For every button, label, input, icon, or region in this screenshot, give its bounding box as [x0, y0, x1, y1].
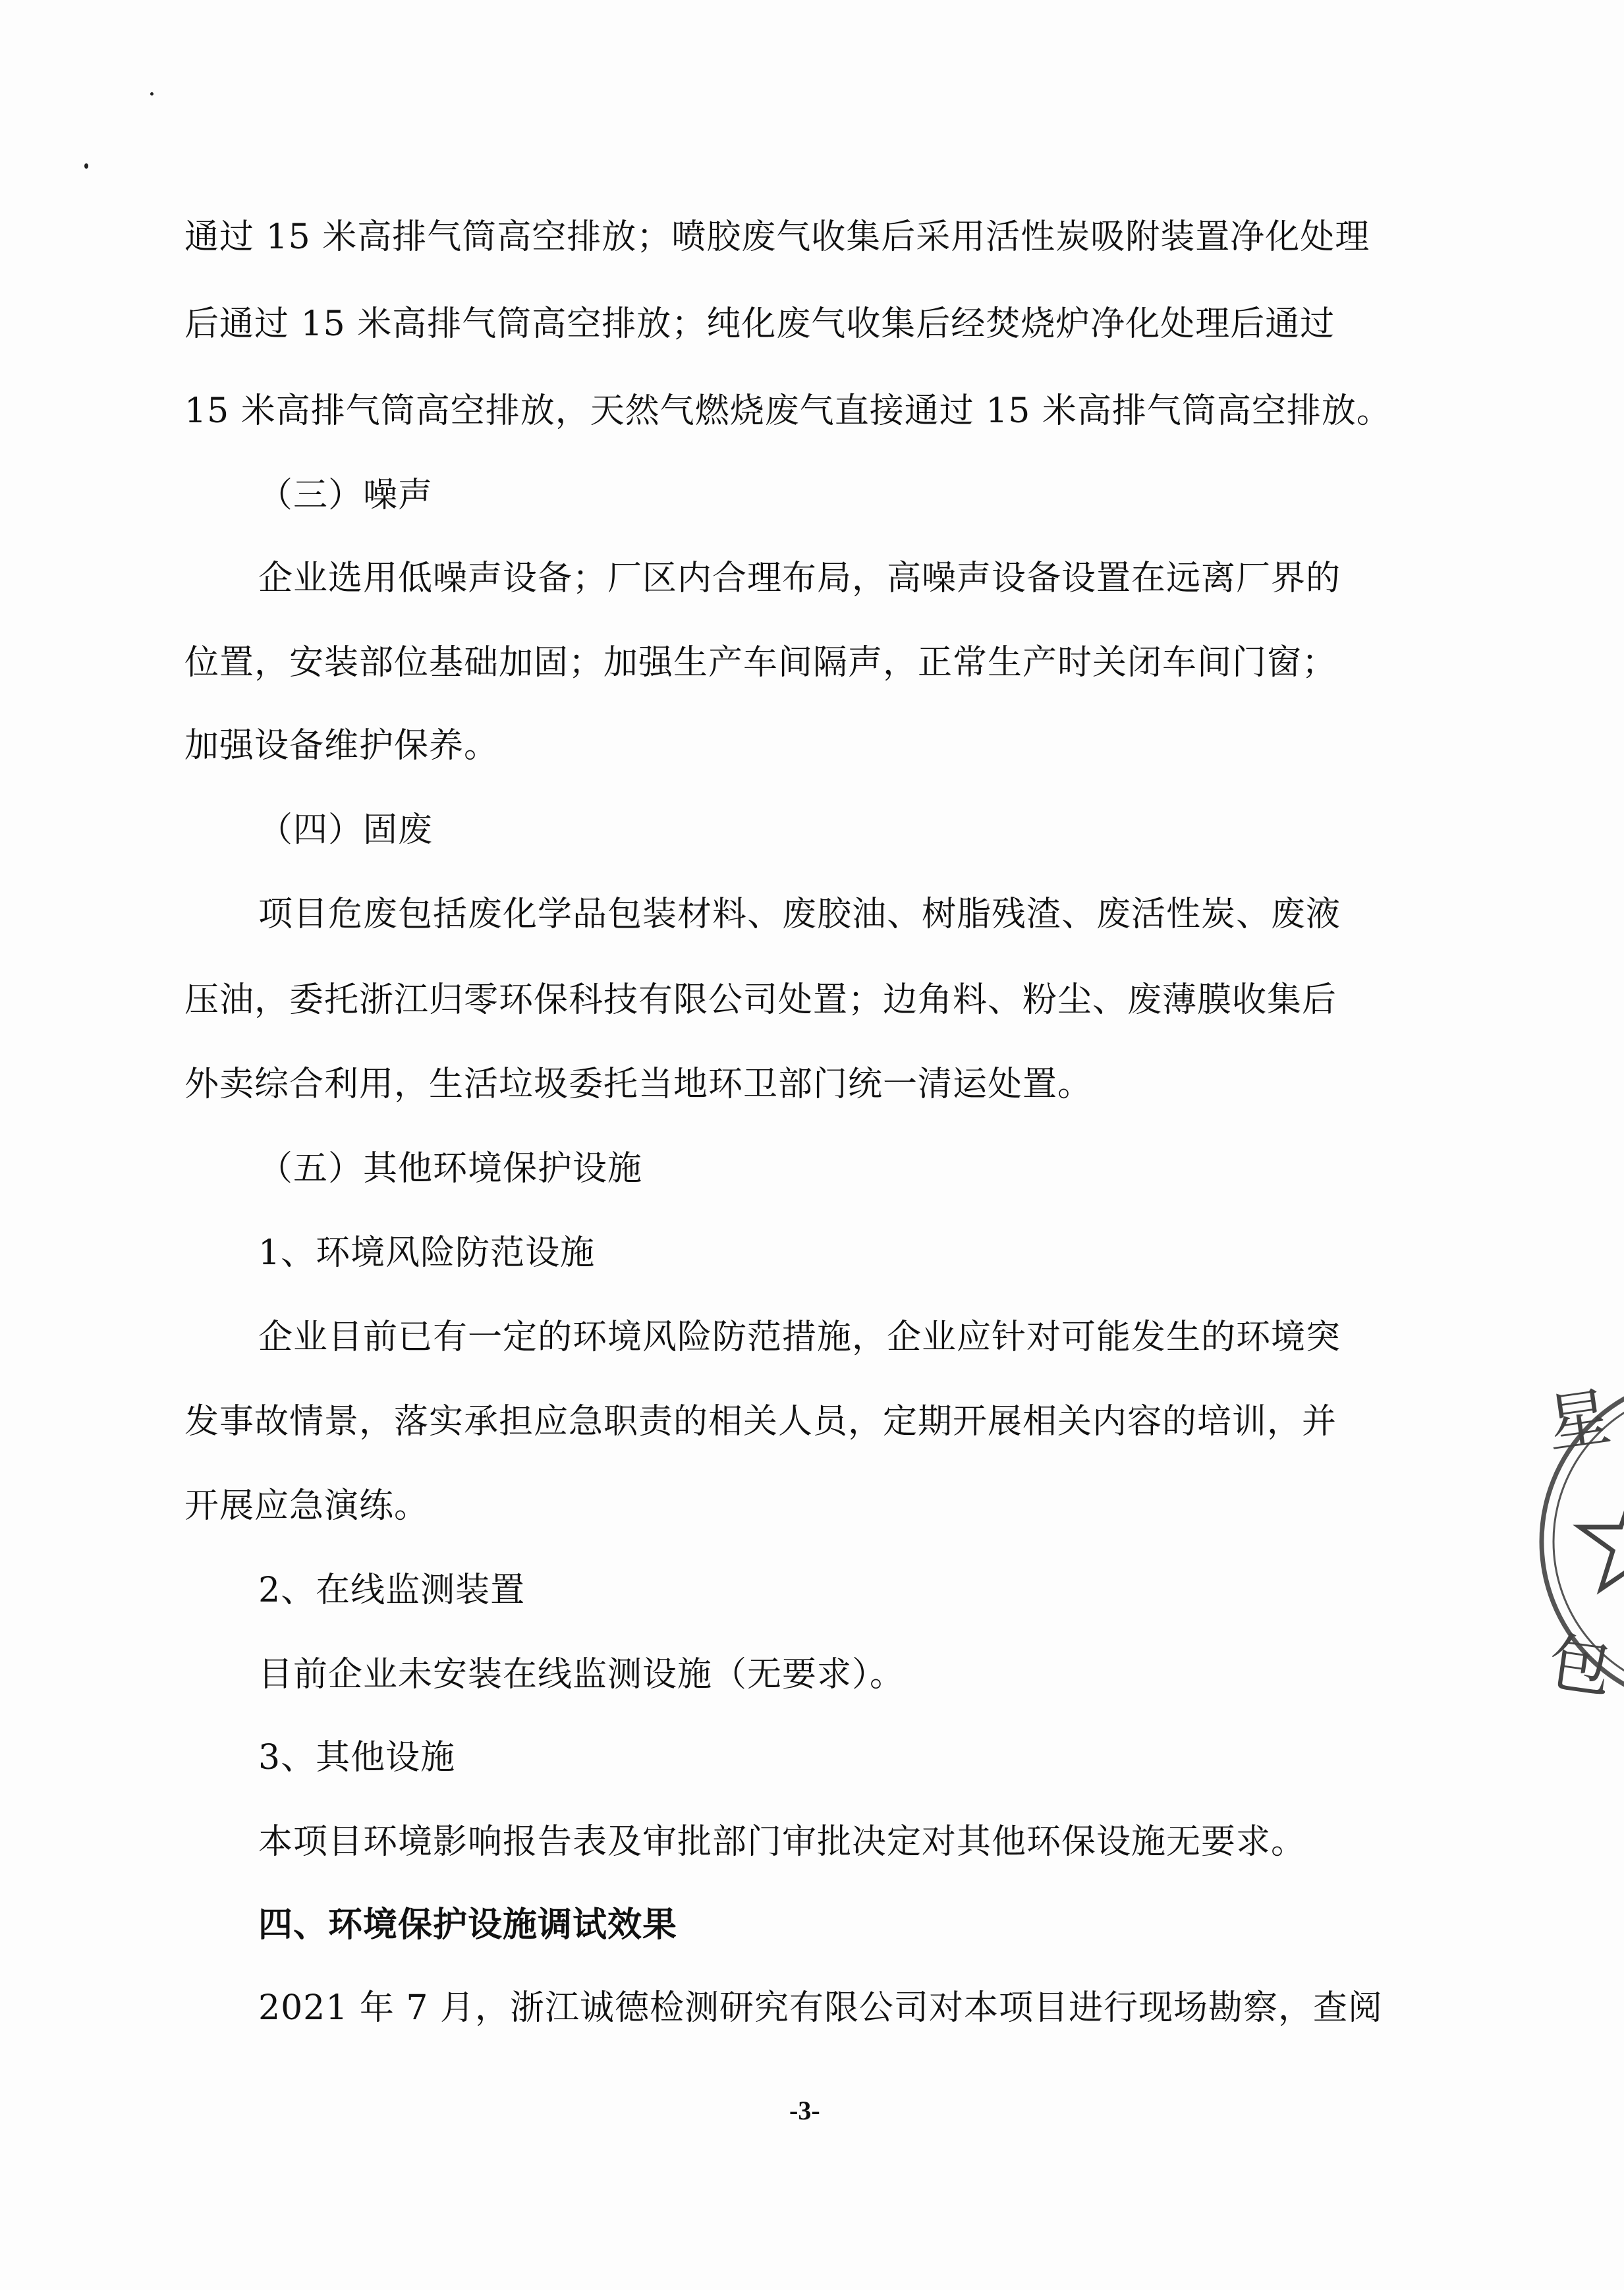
body-line: 15 米高排气筒高空排放，天然气燃烧废气直接通过 15 米高排气筒高空排放。: [184, 391, 1391, 431]
star-icon: [1580, 1489, 1624, 1589]
section-heading-other-facilities: （五）其他环境保护设施: [258, 1149, 643, 1188]
body-line: 企业目前已有一定的环境风险防范措施，企业应针对可能发生的环境突: [258, 1318, 1341, 1357]
body-line: 后通过 15 米高排气筒高空排放；纯化废气收集后经焚烧炉净化处理后通过: [184, 304, 1335, 344]
stamp-fragment: 星: [1542, 1379, 1615, 1462]
body-line: 项目危废包括废化学品包装材料、废胶油、树脂残渣、废活性炭、废液: [258, 895, 1341, 934]
body-line: 位置，安装部位基础加固；加强生产车间隔声，正常生产时关闭车间门窗；: [184, 643, 1337, 683]
subheading-other-facilities: 3、其他设施: [258, 1738, 456, 1777]
scan-speck: [84, 163, 88, 169]
page-number: -3-: [789, 2096, 820, 2125]
body-line: 压油，委托浙江归零环保科技有限公司处置；边角料、粉尘、废薄膜收集后: [184, 980, 1337, 1020]
section-heading-solid-waste: （四）固废: [258, 810, 434, 850]
body-line: 目前企业未安装在线监测设施（无要求）。: [258, 1655, 905, 1694]
section-heading-noise: （三）噪声: [258, 476, 434, 515]
stamp-fragment: 包: [1544, 1625, 1617, 1707]
subheading-risk-prevention: 1、环境风险防范设施: [258, 1233, 596, 1273]
body-line: 开展应急演练。: [184, 1486, 430, 1526]
section-heading-commissioning-effect: 四、环境保护设施调试效果: [258, 1905, 678, 1945]
body-line: 本项目环境影响报告表及审批部门审批决定对其他环保设施无要求。: [258, 1822, 1306, 1862]
body-line: 加强设备维护保养。: [184, 726, 499, 766]
body-line: 企业选用低噪声设备；厂区内合理布局，高噪声设备设置在远离厂界的: [258, 559, 1341, 598]
scan-speck: [150, 92, 154, 96]
seal-stamp: [1535, 1357, 1624, 1726]
body-line: 发事故情景，落实承担应急职责的相关人员，定期开展相关内容的培训，并: [184, 1402, 1337, 1441]
subheading-online-monitoring: 2、在线监测装置: [258, 1571, 526, 1610]
body-line: 外卖综合利用，生活垃圾委托当地环卫部门统一清运处置。: [184, 1065, 1093, 1104]
body-line: 通过 15 米高排气筒高空排放；喷胶废气收集后采用活性炭吸附装置净化处理: [184, 217, 1370, 257]
body-line: 2021 年 7 月，浙江诚德检测研究有限公司对本项目进行现场勘察，查阅: [258, 1988, 1384, 2028]
